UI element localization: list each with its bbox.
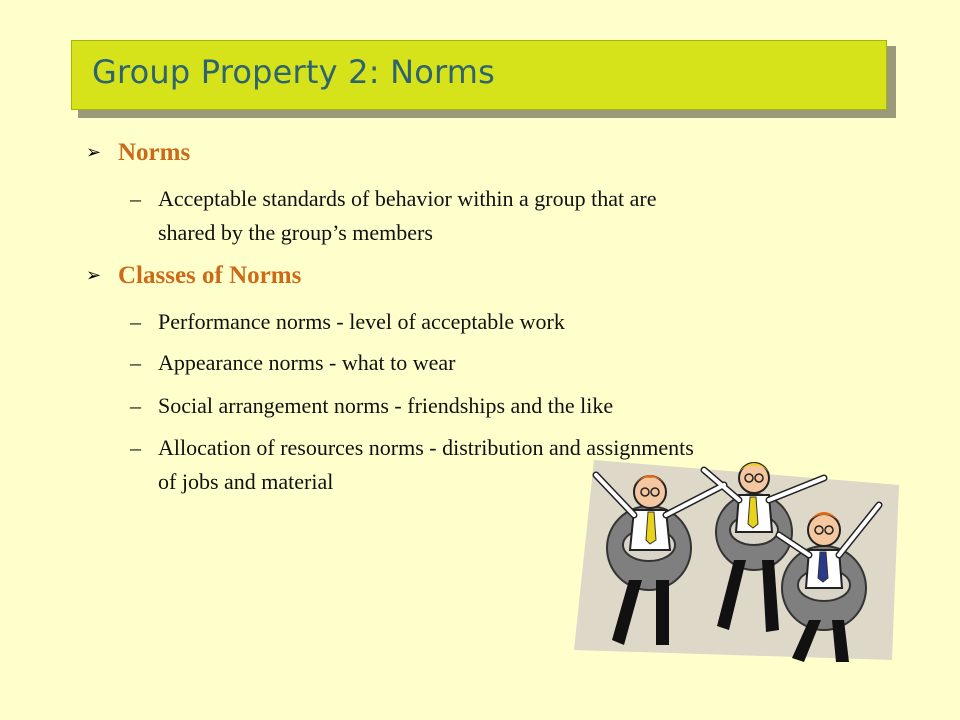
dash: – [130,309,141,334]
arrow-bullet-icon: ➢ [86,265,102,286]
sub-line: Appearance norms - what to wear [158,350,456,375]
bullet-norms [86,139,190,167]
bullet-classes-of-norms [86,262,301,290]
sub-bullet [130,182,656,250]
sub-line: Performance norms - level of acceptable work [158,309,565,334]
dash: – [130,186,141,211]
arrow-bullet-icon: ➢ [86,142,102,163]
sub-line: Acceptable standards of behavior within a group that are [158,186,657,211]
dash: – [130,435,141,460]
sub-line: shared by the group’s members [158,220,433,245]
bullet-label: Norms [118,139,191,166]
sub-line: Social arrangement norms - friendships and the like [158,393,614,418]
sub-bullet [130,346,455,380]
bullet-label: Classes of Norms [118,262,302,289]
sub-bullet [130,389,613,423]
sub-line: of jobs and material [158,469,334,494]
slide-title: Group Property 2: Norms [92,53,496,91]
clipart-people-in-gears [574,440,904,665]
dash: – [130,393,141,418]
sub-line: Allocation of resources norms - distribution and assignments [158,435,694,460]
sub-bullet [130,305,565,339]
title-bar [71,40,887,110]
dash: – [130,350,141,375]
